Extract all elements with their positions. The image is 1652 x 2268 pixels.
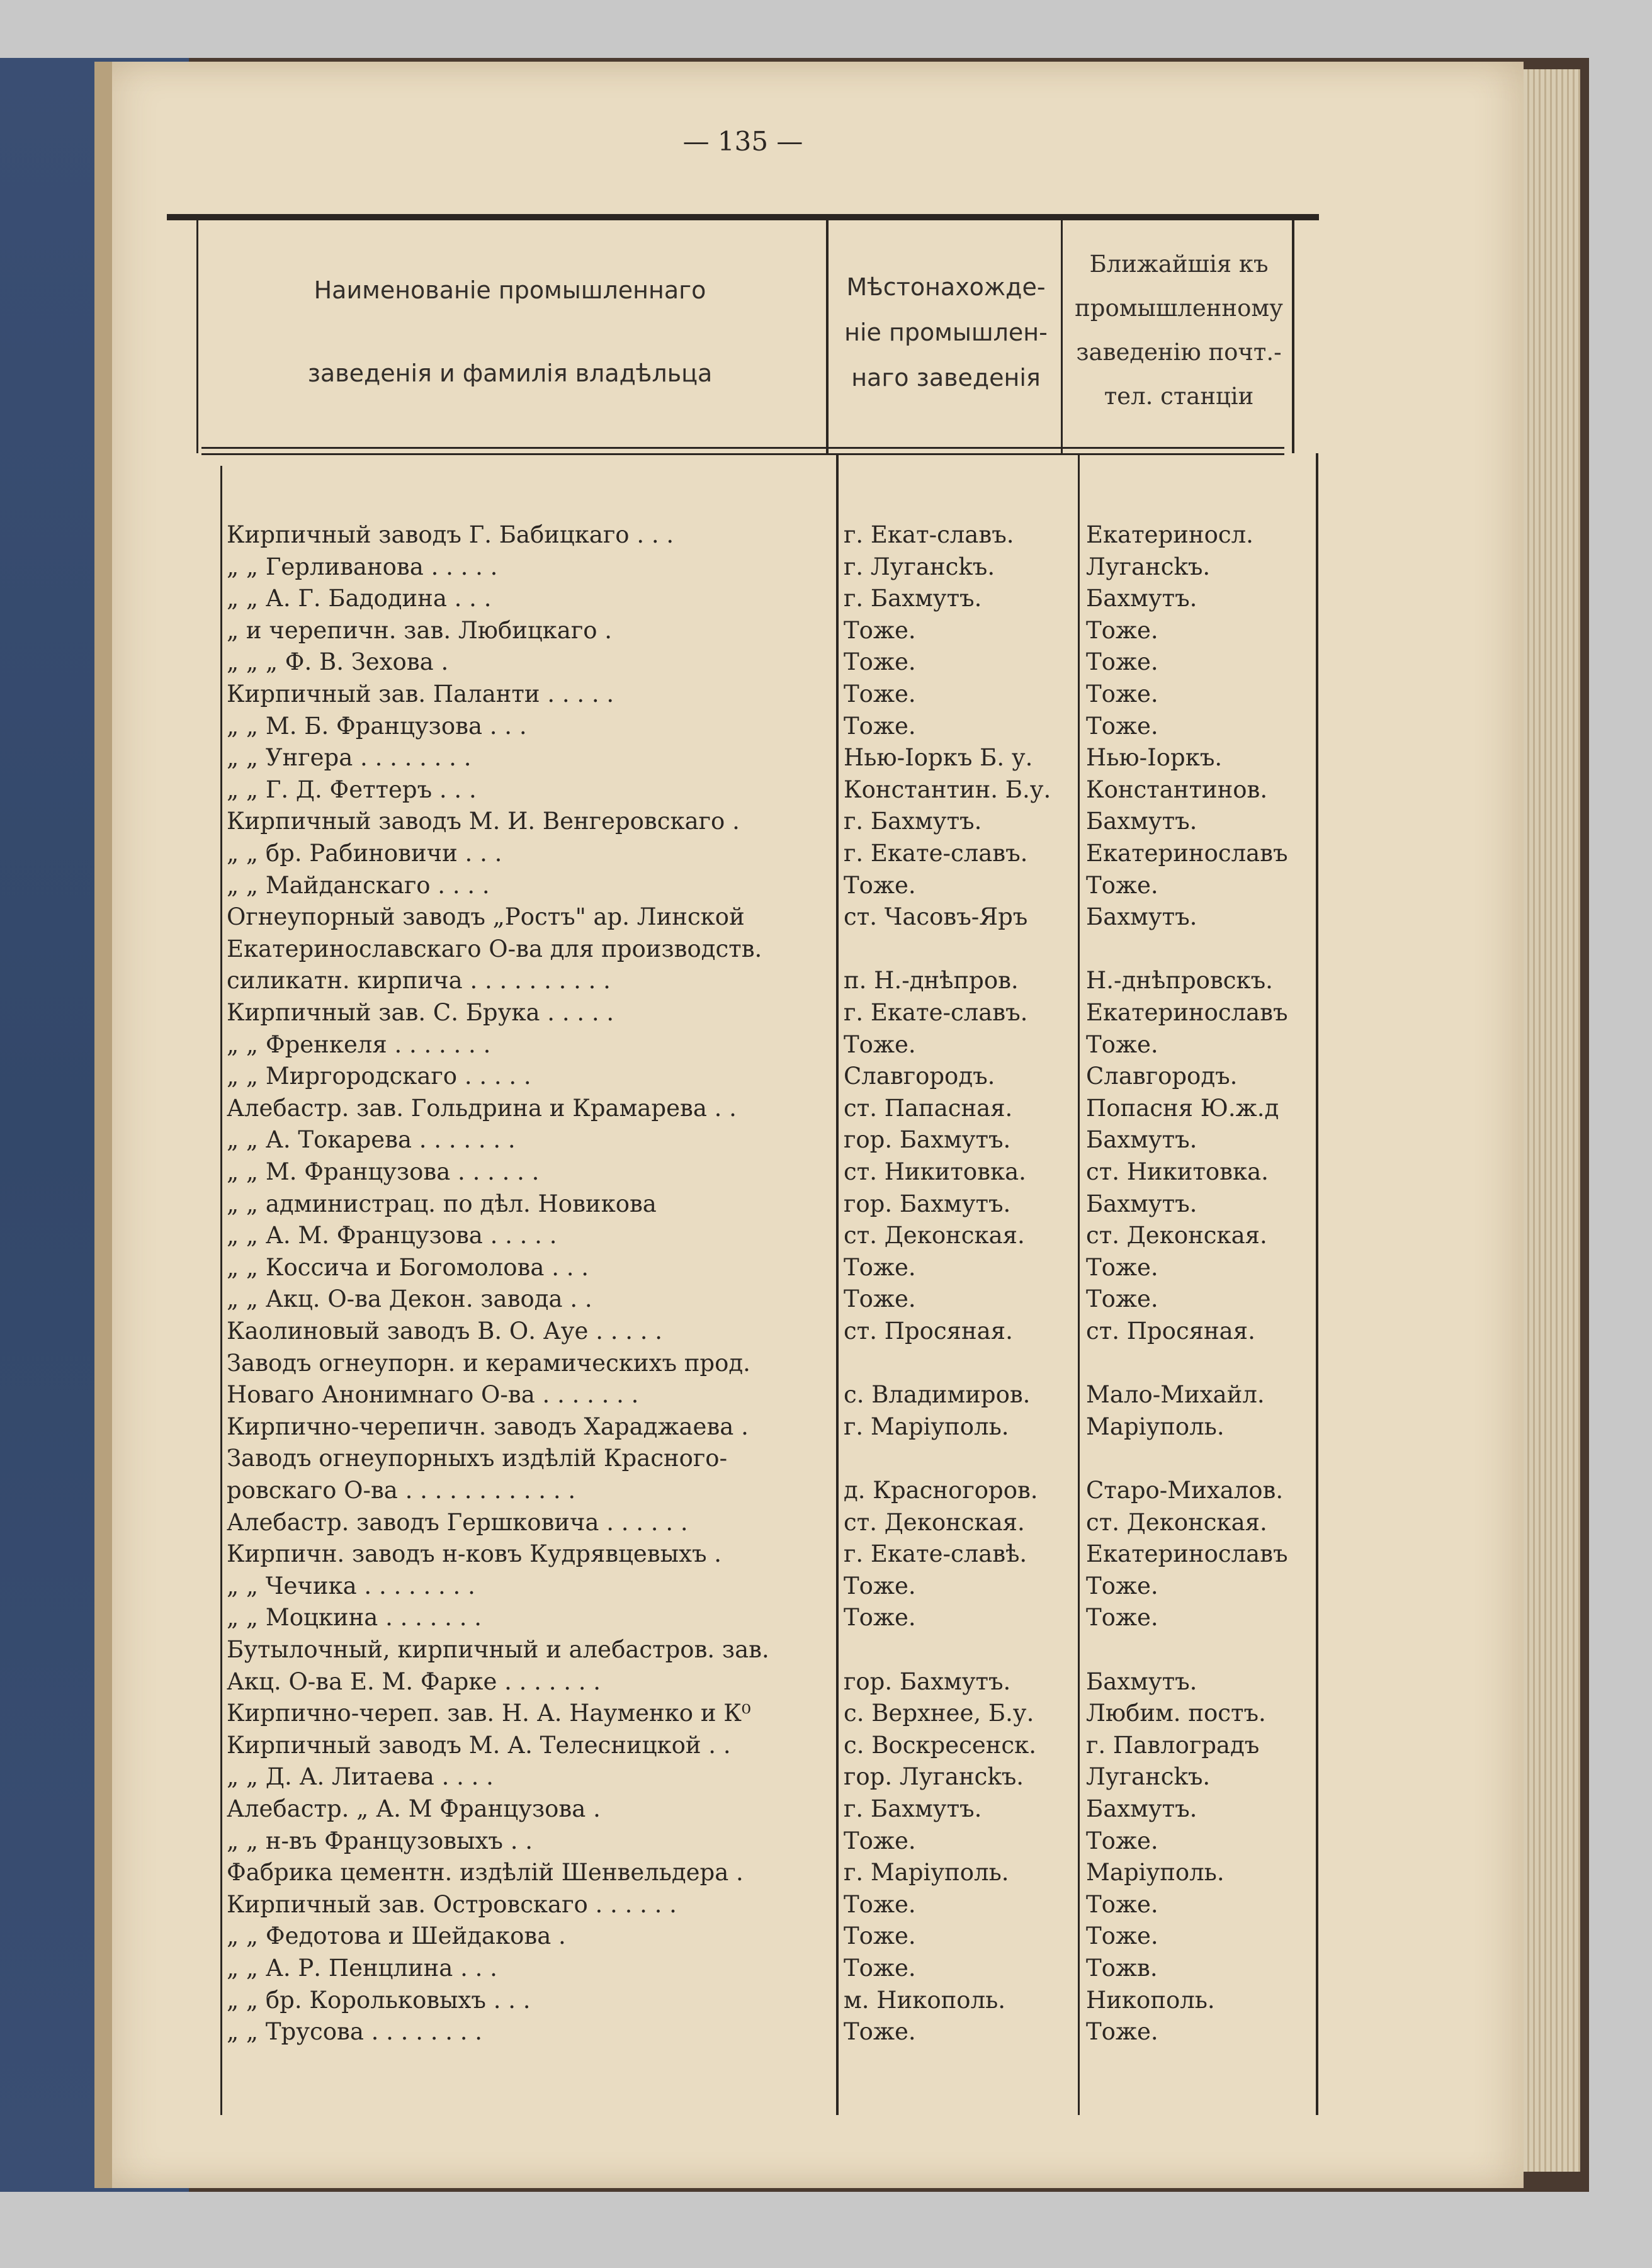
table-row: [0, 774, 1385, 806]
header-col-location-line1: Мѣстонахожде-: [846, 273, 1046, 301]
row-station-cell: Любим. постъ.: [1086, 1700, 1266, 1727]
header-col-name-line1: Наименованіе промышленнаго: [314, 276, 706, 304]
row-name-cell: Фабрика цементн. издѣлій Шенвельдера .: [227, 1859, 744, 1886]
row-station-cell: ст. Деконская.: [1086, 1509, 1267, 1536]
row-location-cell: гор. Бахмутъ.: [844, 1190, 1011, 1217]
row-name-cell: Алебастр. зав. Гольдрина и Крамарева . .: [227, 1095, 737, 1122]
row-location-cell: Нью-Іоркъ Б. у.: [844, 744, 1033, 771]
row-station-cell: Бахмутъ.: [1086, 808, 1197, 835]
table-row: [0, 1825, 1385, 1857]
row-location-cell: Тоже.: [844, 1604, 916, 1631]
table-row: [0, 997, 1385, 1029]
row-location-cell: г. Лугансkъ.: [844, 553, 995, 580]
row-location-cell: Тоже.: [844, 1827, 916, 1854]
table-row: [0, 1698, 1385, 1729]
table-row: [0, 742, 1385, 774]
row-location-cell: г. Бахмутъ.: [844, 585, 982, 612]
row-name-cell: Кирпичный зав. Паланти . . . . .: [227, 680, 614, 708]
row-location-cell: Тоже.: [844, 680, 916, 708]
row-name-cell: „ „ Федотова и Шейдакова .: [227, 1922, 566, 1949]
row-name-cell: Каолиновый заводъ В. О. Ауе . . . . .: [227, 1317, 663, 1345]
table-row: [0, 1124, 1385, 1156]
row-station-cell: Бахмутъ.: [1086, 1190, 1197, 1217]
row-name-cell: „ „ Трусова . . . . . . . .: [227, 2018, 483, 2045]
row-name-cell: Бутылочный, кирпичный и алебастров. зав.: [227, 1636, 769, 1663]
table-row: [0, 519, 1385, 551]
table-row: [0, 1379, 1385, 1411]
row-name-cell: „ „ М. Б. Французова . . .: [227, 713, 527, 740]
row-location-cell: Тоже.: [844, 1955, 916, 1982]
row-station-cell: [1086, 1634, 1313, 1666]
table-row: [0, 806, 1385, 837]
table-row: [0, 1316, 1385, 1347]
row-location-cell: г. Бахмутъ.: [844, 808, 982, 835]
row-station-cell: Тоже.: [1086, 648, 1158, 675]
row-location-cell: Тоже.: [844, 1254, 916, 1281]
row-location-cell: ст. Деконская.: [844, 1222, 1025, 1249]
row-location-cell: [844, 934, 1077, 965]
row-location-cell: г. Екат-славъ.: [844, 521, 1014, 548]
header-bottom-rule-2: [201, 453, 1284, 455]
table-row: [0, 1761, 1385, 1793]
row-station-cell: Тоже.: [1086, 1604, 1158, 1631]
row-name-cell: „ „ А. Токарева . . . . . . .: [227, 1126, 516, 1153]
header-col-location-line3: наго заведенія: [851, 364, 1041, 392]
row-station-cell: Старо-Михалов.: [1086, 1477, 1284, 1504]
row-location-cell: Тоже.: [844, 872, 916, 899]
row-location-cell: с. Верхнее, Б.у.: [844, 1700, 1034, 1727]
row-station-cell: Екатериносл.: [1086, 521, 1253, 548]
row-station-cell: Екатеринославъ: [1086, 1540, 1288, 1567]
header-col-location: [831, 264, 1061, 400]
row-location-cell: с. Владимиров.: [844, 1381, 1031, 1408]
row-station-cell: Тоже.: [1086, 713, 1158, 740]
row-station-cell: Лугансkъ.: [1086, 1763, 1211, 1790]
table-row: [0, 1634, 1385, 1666]
row-station-cell: [1086, 1348, 1313, 1379]
page-edges: [1524, 69, 1580, 2172]
row-name-cell: „ „ А. Г. Бадодина . . .: [227, 585, 492, 612]
row-station-cell: Екатеринославъ: [1086, 999, 1288, 1026]
table-row: [0, 1188, 1385, 1220]
row-name-cell: „ „ А. М. Французова . . . . .: [227, 1222, 557, 1249]
row-station-cell: Тоже.: [1086, 1254, 1158, 1281]
table-left-rule: [196, 220, 198, 453]
row-name-cell: Акц. О-ва Е. М. Фарке . . . . . . .: [227, 1668, 601, 1695]
row-station-cell: Тоже.: [1086, 1827, 1158, 1854]
table-row: [0, 583, 1385, 614]
table-row: [0, 1921, 1385, 1952]
table-row: [0, 1953, 1385, 1984]
row-name-cell: Огнеупорный заводъ „Ростъ" ар. Линской: [227, 903, 745, 930]
row-location-cell: г. Екате-славѣ.: [844, 1540, 1027, 1567]
row-name-cell: „ „ Френкеля . . . . . . .: [227, 1031, 491, 1058]
row-location-cell: Тоже.: [844, 648, 916, 675]
row-location-cell: Славгородъ.: [844, 1063, 995, 1090]
header-col-name-line2: заведенія и фамилія владѣльца: [307, 359, 713, 387]
row-location-cell: м. Никополь.: [844, 1987, 1005, 2014]
row-name-cell: „ и черепичн. зав. Любицкаго .: [227, 617, 613, 644]
row-name-cell: „ „ администрац. по дѣл. Новикова: [227, 1190, 657, 1217]
row-name-cell: „ „ Унгера . . . . . . . .: [227, 744, 472, 771]
row-station-cell: Бахмутъ.: [1086, 1126, 1197, 1153]
row-location-cell: г. Маріуполь.: [844, 1413, 1009, 1440]
row-station-cell: Бахмутъ.: [1086, 585, 1197, 612]
table-row: [0, 838, 1385, 869]
table-row: [0, 1857, 1385, 1888]
row-location-cell: Тоже.: [844, 1891, 916, 1918]
row-station-cell: Тоже.: [1086, 617, 1158, 644]
row-name-cell: „ „ Моцкина . . . . . . .: [227, 1604, 482, 1631]
row-location-cell: ст. Деконская.: [844, 1509, 1025, 1536]
table-row: [0, 1538, 1385, 1570]
row-name-cell: Алебастр. заводъ Гершковича . . . . . .: [227, 1509, 688, 1536]
row-location-cell: Тоже.: [844, 2018, 916, 2045]
table-row: [0, 1571, 1385, 1602]
row-station-cell: Маріуполь.: [1086, 1413, 1225, 1440]
row-location-cell: ст. Часовъ-Яръ: [844, 903, 1028, 930]
row-station-cell: ст. Никитовка.: [1086, 1158, 1269, 1185]
row-location-cell: Тоже.: [844, 713, 916, 740]
row-name-cell: Кирпичн. заводъ н-ковъ Кудрявцевыхъ .: [227, 1540, 722, 1567]
row-name-cell: Заводъ огнеупорн. и керамическихъ прод.: [227, 1350, 750, 1377]
table-row: [0, 711, 1385, 742]
row-station-cell: Тоже.: [1086, 1922, 1158, 1949]
row-station-cell: Тожв.: [1086, 1955, 1158, 1982]
row-station-cell: Славгородъ.: [1086, 1063, 1238, 1090]
row-location-cell: г. Бахмутъ.: [844, 1795, 982, 1822]
row-station-cell: ст. Деконская.: [1086, 1222, 1267, 1249]
row-station-cell: Тоже.: [1086, 872, 1158, 899]
row-station-cell: Тоже.: [1086, 2018, 1158, 2045]
row-station-cell: Бахмутъ.: [1086, 903, 1197, 930]
table-row: [0, 1730, 1385, 1761]
row-location-cell: Тоже.: [844, 1922, 916, 1949]
row-station-cell: Мало-Михайл.: [1086, 1381, 1265, 1408]
row-station-cell: Бахмутъ.: [1086, 1668, 1197, 1695]
row-location-cell: Тоже.: [844, 1031, 916, 1058]
row-name-cell: „ „ Коссича и Богомолова . . .: [227, 1254, 589, 1281]
table-row: [0, 1252, 1385, 1284]
table-top-rule: [167, 214, 1319, 220]
column-divider-2: [1061, 220, 1063, 453]
row-name-cell: Заводъ огнеупорныхъ издѣлій Красного-: [227, 1445, 728, 1472]
row-station-cell: Екатеринославъ: [1086, 840, 1288, 867]
row-name-cell: „ „ „ Ф. В. Зехова .: [227, 648, 449, 675]
table-row: [0, 1156, 1385, 1188]
row-name-cell: „ „ бр. Корольковыхъ . . .: [227, 1987, 531, 2014]
table-row: [0, 1889, 1385, 1921]
table-row: [0, 551, 1385, 583]
row-location-cell: [844, 1348, 1077, 1379]
header-col-station-line2: промышленному: [1075, 295, 1283, 322]
row-name-cell: „ „ Акц. О-ва Декон. завода . .: [227, 1285, 592, 1312]
table-row: [0, 2016, 1385, 2048]
table-row: [0, 646, 1385, 678]
row-station-cell: Константинов.: [1086, 776, 1268, 803]
table-row: [0, 870, 1385, 901]
table-row: [0, 1220, 1385, 1251]
row-station-cell: Тоже.: [1086, 1572, 1158, 1599]
table-row: [0, 1793, 1385, 1825]
row-location-cell: Константин. Б.у.: [844, 776, 1051, 803]
row-name-cell: Алебастр. „ А. М Французова .: [227, 1795, 601, 1822]
table-row: [0, 1507, 1385, 1538]
row-location-cell: д. Красногоров.: [844, 1477, 1038, 1504]
header-col-station-line3: заведенію почт.-: [1076, 339, 1282, 366]
table-row: [0, 1602, 1385, 1633]
row-name-cell: „ „ М. Французова . . . . . .: [227, 1158, 540, 1185]
row-location-cell: [844, 1443, 1077, 1474]
header-col-station-line1: Ближайшія къ: [1089, 251, 1269, 278]
row-station-cell: Бахмутъ.: [1086, 1795, 1197, 1822]
row-name-cell: Кирпичный зав. Островскаго . . . . . .: [227, 1891, 677, 1918]
row-name-cell: Кирпично-череп. зав. Н. А. Науменко и К⁰: [227, 1700, 751, 1727]
header-col-station-line4: тел. станціи: [1104, 383, 1254, 410]
row-location-cell: г. Екате-славъ.: [844, 840, 1028, 867]
row-location-cell: ст. Папасная.: [844, 1095, 1013, 1122]
row-location-cell: ст. Просяная.: [844, 1317, 1013, 1345]
table-row: [0, 1985, 1385, 2016]
page-number: — 135 —: [682, 126, 803, 157]
row-station-cell: Попасня Ю.ж.д: [1086, 1095, 1279, 1122]
row-station-cell: [1086, 934, 1313, 965]
row-name-cell: Кирпично-черепичн. заводъ Хараджаева .: [227, 1413, 749, 1440]
table-row: [0, 1348, 1385, 1379]
table-row: [0, 965, 1385, 996]
row-station-cell: Тоже.: [1086, 1285, 1158, 1312]
header-col-name: [208, 271, 812, 393]
row-name-cell: „ „ бр. Рабиновичи . . .: [227, 840, 502, 867]
row-name-cell: „ „ Миргородскаго . . . . .: [227, 1063, 531, 1090]
row-station-cell: Тоже.: [1086, 680, 1158, 708]
row-station-cell: Маріуполь.: [1086, 1859, 1225, 1886]
column-divider-1: [826, 220, 829, 453]
table-row: [0, 1411, 1385, 1443]
table-row: [0, 901, 1385, 933]
row-name-cell: Екатеринославскаго О-ва для производств.: [227, 935, 762, 962]
row-name-cell: „ „ Чечика . . . . . . . .: [227, 1572, 475, 1599]
row-location-cell: гор. Бахмутъ.: [844, 1668, 1011, 1695]
table-row: [0, 615, 1385, 646]
row-station-cell: ст. Просяная.: [1086, 1317, 1255, 1345]
header-bottom-rule: [201, 447, 1284, 449]
header-col-location-line2: ніе промышлен-: [844, 319, 1048, 346]
row-location-cell: Тоже.: [844, 617, 916, 644]
table-row: [0, 1061, 1385, 1092]
row-station-cell: Тоже.: [1086, 1031, 1158, 1058]
row-name-cell: Кирпичный заводъ М. И. Венгеровскаго .: [227, 808, 740, 835]
row-name-cell: ровскаго О-ва . . . . . . . . . . . .: [227, 1477, 576, 1504]
row-name-cell: „ „ Майданскаго . . . .: [227, 872, 490, 899]
row-station-cell: Нью-Іоркъ.: [1086, 744, 1223, 771]
row-name-cell: „ „ А. Р. Пенцлина . . .: [227, 1955, 497, 1982]
table-row: [0, 1284, 1385, 1315]
row-location-cell: гор. Бахмутъ.: [844, 1126, 1011, 1153]
row-name-cell: „ „ Г. Д. Феттеръ . . .: [227, 776, 477, 803]
row-station-cell: Тоже.: [1086, 1891, 1158, 1918]
header-col-station: [1064, 242, 1294, 419]
table-row: [0, 1443, 1385, 1474]
row-name-cell: „ „ н-въ Французовыхъ . .: [227, 1827, 533, 1854]
row-location-cell: Тоже.: [844, 1285, 916, 1312]
table-row: [0, 1666, 1385, 1698]
row-location-cell: г. Маріуполь.: [844, 1859, 1009, 1886]
row-name-cell: силикатн. кирпича . . . . . . . . . .: [227, 967, 611, 994]
row-location-cell: Тоже.: [844, 1572, 916, 1599]
row-station-cell: г. Павлоградъ: [1086, 1732, 1260, 1759]
row-name-cell: Кирпичный зав. С. Брука . . . . .: [227, 999, 614, 1026]
row-name-cell: Новаго Анонимнаго О-ва . . . . . . .: [227, 1381, 639, 1408]
row-name-cell: Кирпичный заводъ М. А. Телесницкой . .: [227, 1732, 731, 1759]
table-row: [0, 1093, 1385, 1124]
row-location-cell: г. Екате-славъ.: [844, 999, 1028, 1026]
row-location-cell: ст. Никитовка.: [844, 1158, 1026, 1185]
row-station-cell: Н.-днѣпровскъ.: [1086, 967, 1273, 994]
row-station-cell: [1086, 1443, 1313, 1474]
row-station-cell: Никополь.: [1086, 1987, 1215, 2014]
row-name-cell: Кирпичный заводъ Г. Бабицкаго . . .: [227, 521, 674, 548]
row-location-cell: [844, 1634, 1077, 1666]
row-location-cell: п. Н.-днѣпров.: [844, 967, 1019, 994]
table-row: [0, 934, 1385, 965]
row-location-cell: гор. Лугансkъ.: [844, 1763, 1024, 1790]
row-station-cell: Лугансkъ.: [1086, 553, 1211, 580]
table-row: [0, 679, 1385, 710]
row-name-cell: „ „ Д. А. Литаева . . . .: [227, 1763, 494, 1790]
table-row: [0, 1029, 1385, 1061]
table-row: [0, 1475, 1385, 1506]
row-name-cell: „ „ Герливанова . . . . .: [227, 553, 498, 580]
row-location-cell: с. Воскресенск.: [844, 1732, 1037, 1759]
